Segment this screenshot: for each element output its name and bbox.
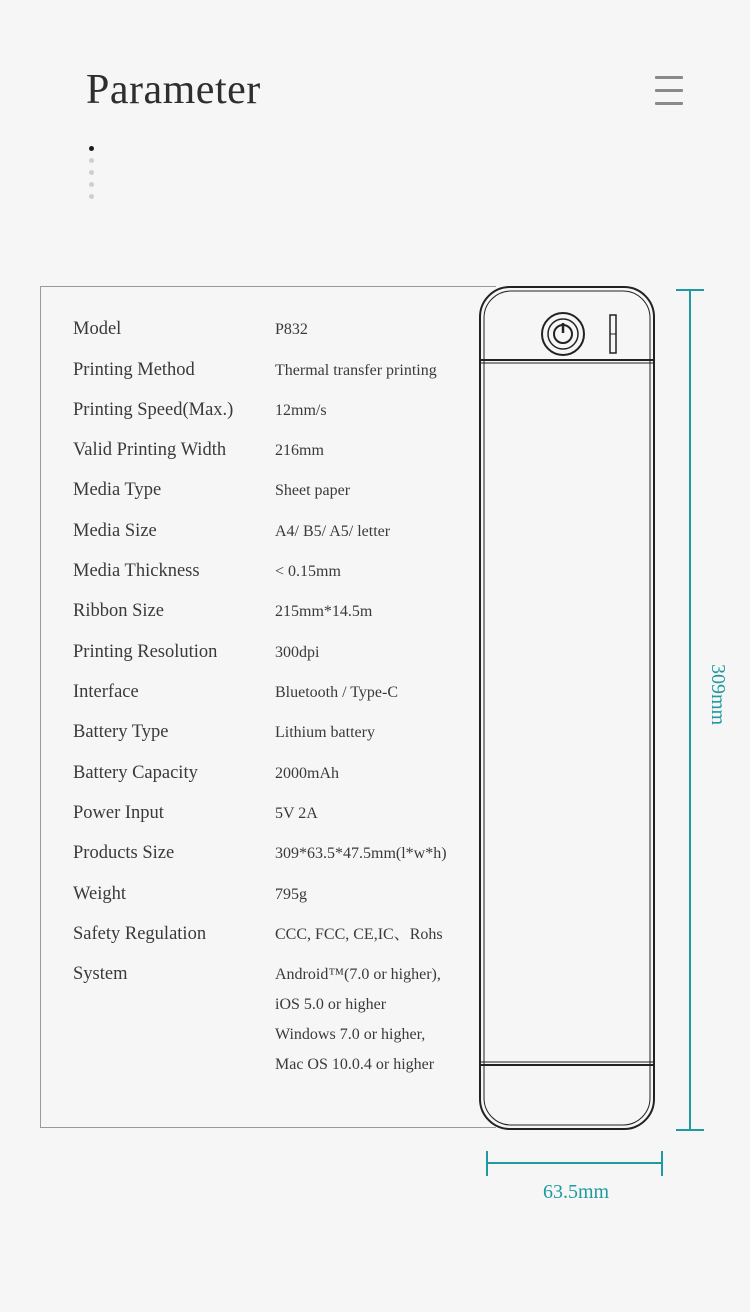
- spec-value-line: iOS 5.0 or higher: [275, 996, 387, 1013]
- spec-value-line: Mac OS 10.0.4 or higher: [275, 1056, 435, 1073]
- printer-body-inner: [484, 291, 650, 1125]
- spec-value-line: Lithium battery: [275, 724, 375, 741]
- spec-value: [275, 759, 339, 789]
- spec-value-line: 215mm*14.5m: [275, 603, 373, 620]
- spec-label: Media Thickness: [73, 561, 200, 581]
- spec-value: [275, 315, 308, 345]
- spec-value-line: A4/ B5/ A5/ letter: [275, 523, 391, 540]
- spec-label: Products Size: [73, 843, 175, 863]
- spec-label: Battery Type: [73, 722, 169, 742]
- spec-label: Printing Method: [73, 360, 195, 380]
- spec-value-line: CCC, FCC, CE,IC、Rohs: [275, 926, 443, 943]
- spec-value: [275, 436, 324, 466]
- spec-value-line: 12mm/s: [275, 402, 327, 419]
- width-dimension-label: 63.5mm: [543, 1181, 610, 1203]
- spec-value: [275, 678, 398, 708]
- page-title: Parameter: [86, 67, 261, 113]
- spec-value: [275, 517, 390, 547]
- spec-label: Weight: [73, 884, 126, 904]
- spec-value: [275, 718, 375, 748]
- spec-label: Media Size: [73, 521, 157, 541]
- pagination-dot[interactable]: [89, 182, 94, 187]
- spec-label: Model: [73, 319, 122, 339]
- spec-value-line: 300dpi: [275, 644, 320, 661]
- spec-value: [275, 960, 441, 1080]
- spec-value: [275, 557, 341, 587]
- height-dimension-label: 309mm: [707, 664, 729, 726]
- spec-value-line: 216mm: [275, 442, 324, 459]
- pagination-dot[interactable]: [89, 194, 94, 199]
- spec-value: [275, 880, 307, 910]
- spec-value: [275, 638, 319, 668]
- pagination-dot[interactable]: [89, 158, 94, 163]
- spec-value-line: 2000mAh: [275, 765, 339, 782]
- spec-label: Media Type: [73, 480, 162, 500]
- spec-value: [275, 476, 350, 506]
- spec-value-line: Thermal transfer printing: [275, 362, 437, 379]
- spec-value-line: Android™(7.0 or higher),: [275, 966, 441, 983]
- spec-table: [40, 286, 496, 1128]
- spec-value-line: Bluetooth / Type-C: [275, 684, 399, 701]
- spec-value: [275, 356, 437, 386]
- spec-label: Ribbon Size: [73, 601, 164, 621]
- spec-label: Printing Resolution: [73, 642, 218, 662]
- spec-value: [275, 597, 372, 627]
- spec-label: Printing Speed(Max.): [73, 400, 234, 420]
- pagination-dot[interactable]: [89, 170, 94, 175]
- spec-value: [275, 799, 318, 829]
- power-button-icon: [542, 313, 584, 355]
- spec-value-line: 309*63.5*47.5mm(l*w*h): [275, 845, 447, 862]
- spec-label: Power Input: [73, 803, 164, 823]
- printer-body-outline: [480, 287, 654, 1129]
- spec-value-line: Windows 7.0 or higher,: [275, 1026, 426, 1043]
- spec-label: Safety Regulation: [73, 924, 207, 944]
- spec-label: Battery Capacity: [73, 763, 198, 783]
- height-dimension-line: [676, 290, 704, 1130]
- spec-value-line: P832: [275, 321, 308, 338]
- spec-value-line: 795g: [275, 886, 307, 903]
- pagination-dot-active[interactable]: [89, 146, 94, 151]
- hamburger-menu-icon[interactable]: [655, 76, 683, 106]
- spec-value-line: Sheet paper: [275, 482, 351, 499]
- spec-label: Valid Printing Width: [73, 440, 227, 460]
- spec-value: [275, 920, 443, 950]
- spec-value-line: < 0.15mm: [275, 563, 341, 580]
- spec-label: System: [73, 964, 128, 984]
- spec-label: Interface: [73, 682, 139, 702]
- spec-value-line: 5V 2A: [275, 805, 318, 822]
- printer-drawing: [470, 280, 750, 1220]
- spec-value: [275, 839, 447, 869]
- width-dimension-line: [487, 1151, 662, 1176]
- spec-value: [275, 396, 327, 426]
